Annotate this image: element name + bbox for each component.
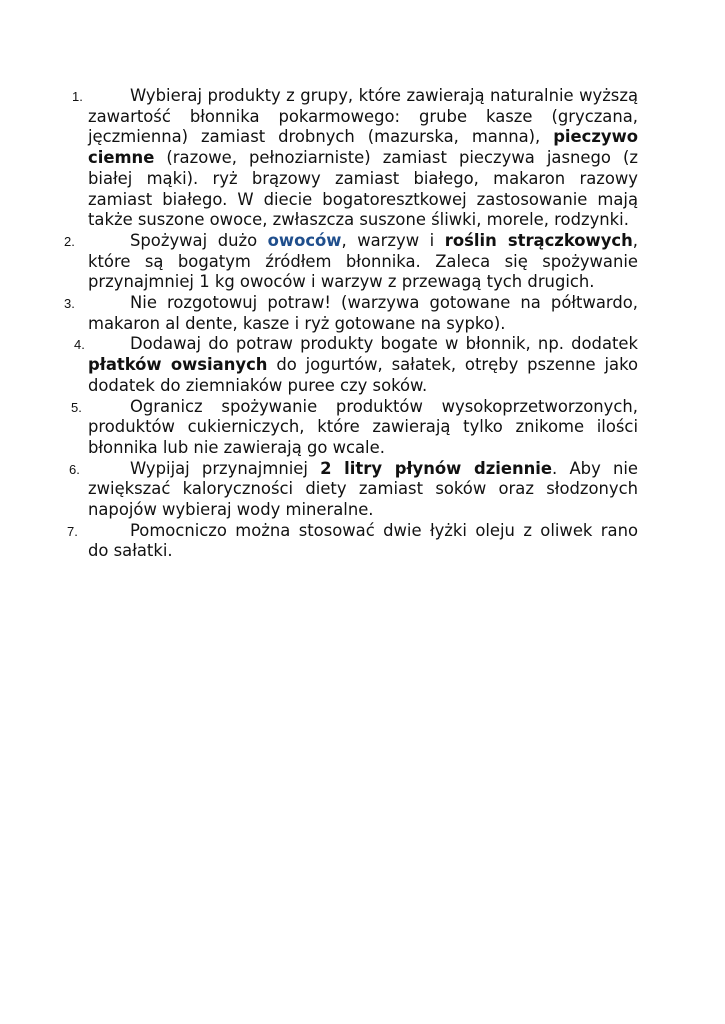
list-item bbox=[64, 397, 638, 459]
list-item bbox=[64, 459, 638, 521]
emphasis-text: 2 litry płynów dziennie bbox=[320, 458, 553, 478]
list-item bbox=[64, 334, 638, 396]
list-item-text: Ogranicz spożywanie produktów wysokoprzetworzonych, produktów cukierniczych, które zawierają tylko znikome ilości błonnika lub nie zawierają go wcale. bbox=[88, 396, 638, 457]
list-item-number: 7. bbox=[67, 523, 78, 539]
list-item-number: 3. bbox=[64, 296, 75, 312]
list-item-text: . Aby nie zwiększać kaloryczności diety zamiast soków oraz słodzonych napojów wybieraj wody mineralne. bbox=[88, 458, 638, 520]
list-item-text: do jogurtów, sałatek, otręby pszenne jako dodatek do ziemniaków puree czy soków. bbox=[88, 355, 639, 395]
list-item bbox=[64, 231, 638, 293]
list-item-number: 4. bbox=[74, 337, 85, 353]
dietary-advice-list bbox=[64, 86, 638, 562]
list-item-text: (razowe, pełnoziarniste) zamiast pieczywa jasnego (z białej mąki). ryż brązowy zamiast białego, makaron razowy zamiast białego. W diecie bogatoresztkowej zastosowanie mają także suszone owoce, zwłaszcza suszone śliwki, morele, rodzynki. bbox=[88, 148, 638, 230]
list-item-number: 6. bbox=[69, 461, 80, 477]
list-item-number: 2. bbox=[64, 233, 75, 249]
list-item-number: 1. bbox=[72, 89, 83, 104]
list-item bbox=[64, 521, 638, 562]
list-item-text: , warzyw i bbox=[341, 230, 445, 250]
list-item-text: , które są bogatym źródłem błonnika. Zaleca się spożywanie przynajmniej 1 kg owoców i warzyw z przewagą tych drugich. bbox=[88, 230, 638, 292]
list-item-text: Spożywaj dużo bbox=[130, 230, 268, 250]
list-item-number: 5. bbox=[71, 399, 82, 415]
list-item-text: Nie rozgotowuj potraw! (warzywa gotowane na półtwardo, makaron al dente, kasze i ryż gotowane na sypko). bbox=[88, 293, 638, 333]
emphasis-text: płatków owsianych bbox=[88, 355, 268, 375]
list-item-text: Dodawaj do potraw produkty bogate w błonnik, np. dodatek bbox=[130, 334, 638, 354]
list-item-text: Pomocniczo można stosować dwie łyżki oleju z oliwek rano do sałatki. bbox=[88, 520, 638, 561]
emphasis-text: roślin strączkowych bbox=[444, 230, 633, 250]
list-item bbox=[64, 86, 638, 231]
list-item-text: Wypijaj przynajmniej bbox=[130, 458, 321, 478]
emphasis-text: pieczywo ciemne bbox=[88, 127, 638, 168]
list-item-text: Wybieraj produkty z grupy, które zawierają naturalnie wyższą zawartość błonnika pokarmowego: grube kasze (gryczana, jęczmienna) zamiast drobnych (mazurska, manna), bbox=[88, 86, 638, 147]
highlighted-text: owoców bbox=[267, 230, 342, 250]
list-item bbox=[64, 293, 638, 334]
